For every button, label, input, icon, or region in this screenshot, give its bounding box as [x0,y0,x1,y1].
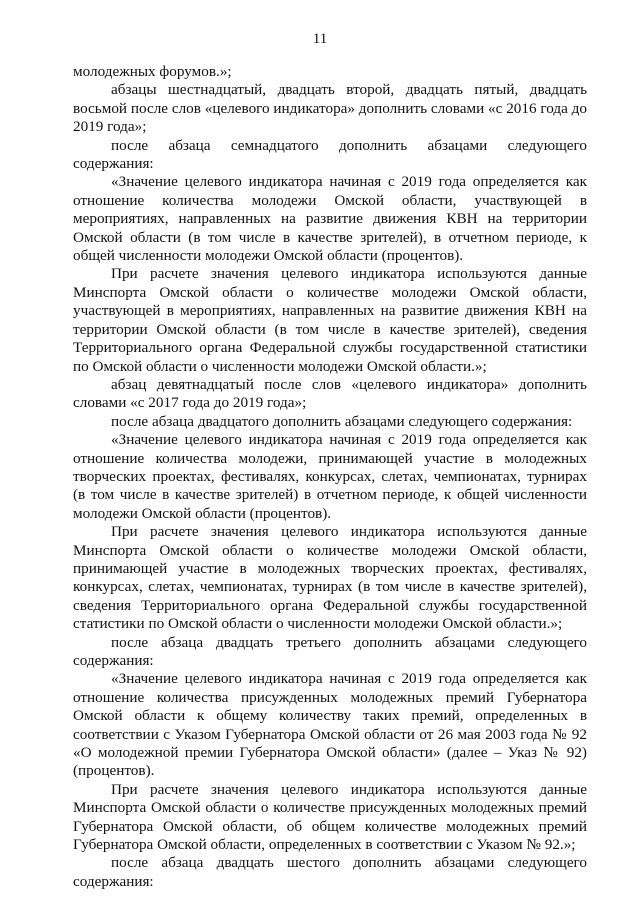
paragraph: При расчете значения целевого индикатора используются данные Минспорта Омской области о количестве молодежи Омской области, принимающей участие в молодежных творческих проектах, фестивалях, конкурсах, слетах, чемпионатах, турнирах (в том числе в качестве зрителей), сведения Территориального органа Федеральной службы государственной статистики по Омской области о численности молодежи Омской области.»; [73,523,587,633]
paragraph: «Значение целевого индикатора начиная с 2019 года определяется как отношение количества молодежи, принимающей участие в молодежных творческих проектах, фестивалях, конкурсах, слетах, чемпионатах, турнирах (в том числе в качестве зрителей) в отчетном периоде, к общей численности молодежи Омской области (процентов). [73,431,587,522]
paragraph: «Значение целевого индикатора начиная с 2019 года определяется как отношение количества молодежи Омской области, участвующей в мероприятиях, направленных на развитие движения КВН на территории Омской области (в том числе в качестве зрителей), в отчетном периоде, к общей численности молодежи Омской области (процентов). [73,173,587,265]
paragraph: после абзаца двадцать третьего дополнить абзацами следующего содержания: [73,633,587,669]
page-number: 11 [312,31,328,47]
document-body [73,63,587,891]
paragraph: после абзаца двадцать шестого дополнить абзацами следующего содержания: [73,854,587,890]
paragraph: При расчете значения целевого индикатора используются данные Минспорта Омской области о количестве присужденных молодежных премий Губернатора Омской области, об общем количестве молодежных премий Губернатора Омской области, определенных в соответствии с Указом № 92.»; [73,780,587,854]
paragraph: после абзаца двадцатого дополнить абзацами следующего содержания: [111,412,573,430]
paragraph: «Значение целевого индикатора начиная с 2019 года определяется как отношение количества присужденных молодежных премий Губернатора Омской области к общему количеству таких премий, определенных в соответствии с Указом Губернатора Омской области от 26 мая 2003 года № 92 «О молодежной премии Губернатора Омской области» (далее – Указ № 92) (процентов). [73,670,587,780]
paragraph: При расчете значения целевого индикатора используются данные Минспорта Омской области о количестве молодежи Омской области, участвующей в мероприятиях, направленных на развитие движения КВН на территории Омской области (в том числе в качестве зрителей), сведения Территориального органа Федеральной службы государственной статистики по Омской области о численности молодежи Омской области.»; [73,265,587,375]
paragraph: абзац девятнадцатый после слов «целевого индикатора» дополнить словами «с 2017 года до 2019 года»; [73,375,587,412]
paragraph: абзацы шестнадцатый, двадцать второй, двадцать пятый, двадцать восьмой после слов «целевого индикатора» дополнить словами «с 2016 года до 2019 года»; [73,81,587,136]
paragraph: молодежных форумов.»; [73,63,232,80]
paragraph: после абзаца семнадцатого дополнить абзацами следующего содержания: [73,136,587,173]
